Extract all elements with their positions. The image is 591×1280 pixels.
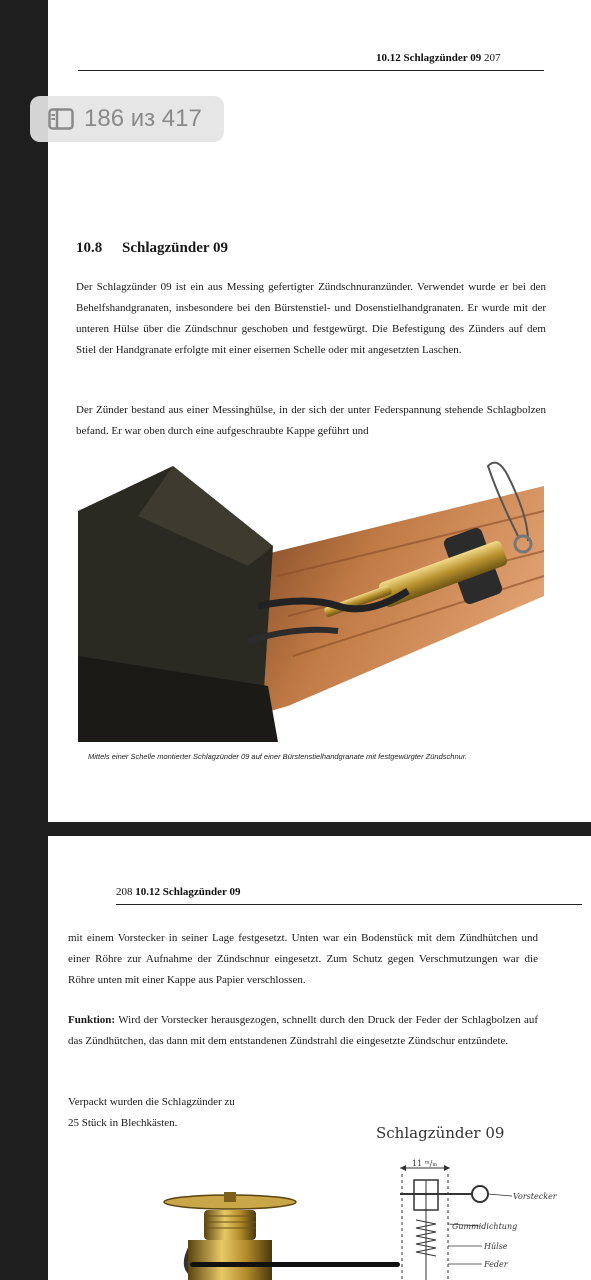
funktion-label: Funktion: bbox=[68, 1014, 116, 1026]
funktion-paragraph bbox=[68, 1010, 538, 1052]
figure-caption: Mittels einer Schelle montierter Schlagzünder 09 auf einer Bürstenstielhandgranate mit festgewürgter Zündschnur. bbox=[88, 752, 468, 761]
packaging-paragraph bbox=[68, 1092, 268, 1134]
body-paragraph: Der Zünder bestand aus einer Messinghülse, in der sich der unter Federspannung stehende Schlagbolzen befand. Er war oben durch eine aufgeschraubte Kappe geführt und bbox=[76, 404, 546, 437]
body-paragraph: Der Schlagzünder 09 ist ein aus Messing gefertigter Zündschnuranzünder. Verwendet wurde er bei den Behelfshandgranaten, insbesondere bei den Bürstenstiel- und Dosenstielhandgranaten. Er wurde mit der unteren Hülse über die Zündschnur geschoben und festgewürgt. Die Befestigung des Zünders auf dem Stiel der Handgranate erfolgte mit einer eisernen Schelle oder mit angesetzten Laschen. bbox=[76, 281, 546, 356]
dimension-label: 11 ᵐ/ₘ bbox=[412, 1159, 438, 1168]
label-gummidichtung: Gummidichtung bbox=[452, 1222, 518, 1231]
home-indicator[interactable] bbox=[190, 1262, 400, 1267]
section-number: 10.8 bbox=[76, 240, 103, 256]
funktion-text: Wird der Vorstecker herausgezogen, schnellt durch den Druck der Feder der Schlagbolzen auf das Zündhütchen, das dann mit dem entstandenen Zündstrahl die eingesetzte Zündschur entzündete. bbox=[68, 1014, 538, 1047]
header-section-title: 10.12 Schlagzünder 09 bbox=[376, 52, 482, 64]
header-rule bbox=[116, 904, 582, 905]
packaging-line: 25 Stück in Blechkästen. bbox=[68, 1117, 178, 1129]
section-title: Schlagzünder 09 bbox=[122, 240, 228, 256]
page-counter-text: 186 из 417 bbox=[84, 105, 202, 132]
packaging-line: Verpackt wurden die Schlagzünder zu bbox=[68, 1096, 235, 1108]
label-feder: Feder bbox=[484, 1260, 508, 1269]
body-paragraph: mit einem Vorstecker in seiner Lage festgesetzt. Unten war ein Bodenstück mit dem Zündhütchen und einer Röhre zur Aufnahme der Zündschnur eingesetzt. Zum Schutz gegen Verschmutzungen war die Röhre unten mit einer Kappe aus Papier verschlossen. bbox=[68, 932, 538, 986]
page-counter-pill[interactable] bbox=[30, 96, 224, 142]
header-page-number: 208 bbox=[116, 886, 133, 898]
label-vorstecker: Vorstecker bbox=[513, 1192, 557, 1201]
book-icon bbox=[48, 108, 74, 130]
running-header bbox=[116, 886, 240, 898]
header-page-number: 207 bbox=[483, 52, 501, 64]
header-section-title: 10.12 Schlagzünder 09 bbox=[135, 886, 241, 898]
grenade-photo bbox=[78, 456, 544, 742]
label-huelse: Hülse bbox=[484, 1242, 508, 1251]
header-rule bbox=[78, 70, 544, 71]
running-header bbox=[376, 52, 500, 64]
section-heading bbox=[76, 240, 228, 257]
diagram-title: Schlagzünder 09 bbox=[376, 1124, 505, 1142]
